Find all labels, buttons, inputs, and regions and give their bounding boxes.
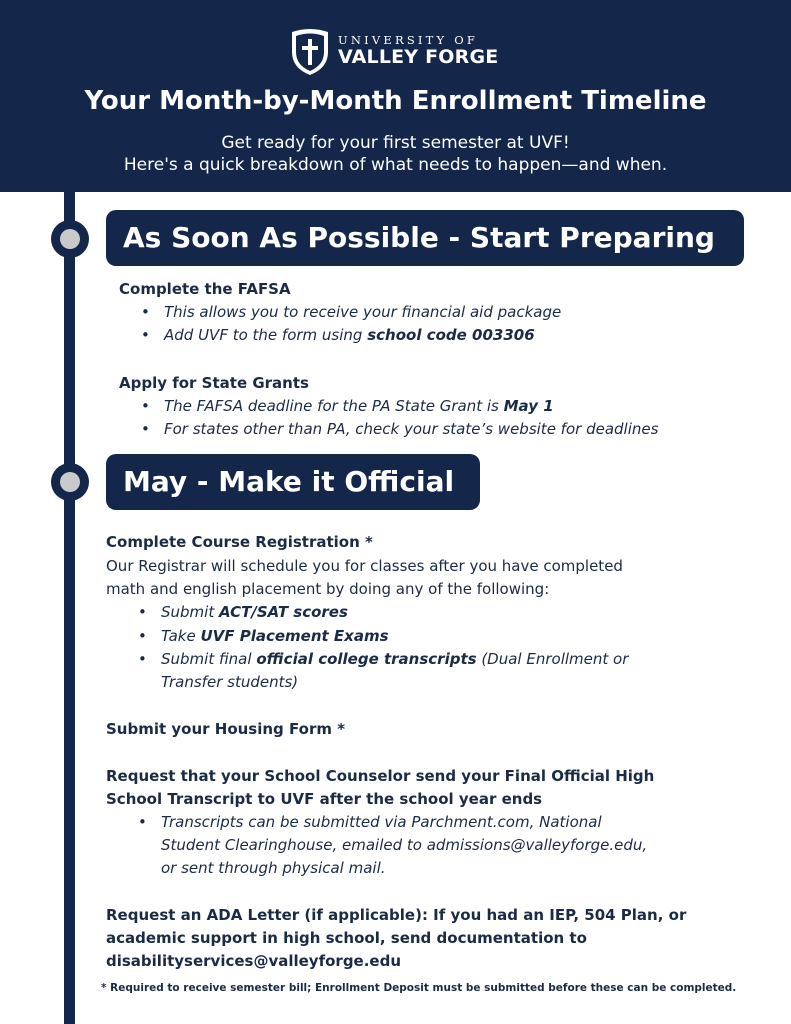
grants-bullet-1: • The FAFSA deadline for the PA State Grant is May 1 <box>141 397 554 415</box>
course-bullet-1: • Submit ACT/SAT scores <box>138 603 348 621</box>
ada-line-1: Request an ADA Letter (if applicable): If you had an IEP, 504 Plan, or <box>106 906 687 924</box>
shield-cross-icon <box>290 28 330 76</box>
grants-bullet-2: • For states other than PA, check your state’s website for deadlines <box>141 420 659 438</box>
subtitle-line-2: Here's a quick breakdown of what needs to happen—and when. <box>123 155 668 175</box>
fafsa-bullet-1: • This allows you to receive your financial aid package <box>141 303 562 321</box>
transcript-heading-line-1: Request that your School Counselor send your Final Official High <box>106 767 655 785</box>
timeline-line <box>64 192 75 1024</box>
header <box>0 0 791 192</box>
course-bullet-3: • Submit final official college transcripts (Dual Enrollment or <box>138 650 629 668</box>
ada-email[interactable]: disabilityservices@valleyforge.edu <box>106 952 402 970</box>
page-subtitle <box>0 132 791 176</box>
school-code: school code 003306 <box>367 326 535 344</box>
housing-heading: Submit your Housing Form * <box>106 720 346 738</box>
grants-heading: Apply for State Grants <box>119 374 309 392</box>
transcript-heading-line-2: School Transcript to UVF after the school year ends <box>106 790 543 808</box>
subtitle-line-1: Get ready for your first semester at UVF! <box>221 133 570 153</box>
transcript-bullet-line-1: • Transcripts can be submitted via Parchment.com, National <box>138 813 602 831</box>
transcript-bullet-line-3: or sent through physical mail. <box>161 859 386 877</box>
footnote: * Required to receive semester bill; Enrollment Deposit must be submitted before these can be completed. <box>101 982 737 994</box>
section-banner-asap: As Soon As Possible - Start Preparing <box>106 210 744 266</box>
logo-valley-forge: VALLEY FORGE <box>338 46 499 68</box>
fafsa-heading: Complete the FAFSA <box>119 280 291 298</box>
course-text-line-1: Our Registrar will schedule you for classes after you have completed <box>106 557 623 575</box>
university-logo[interactable] <box>290 28 510 76</box>
logo-university-of: UNIVERSITY OF <box>338 33 479 47</box>
ada-line-2: academic support in high school, send documentation to <box>106 929 587 947</box>
timeline-node-may <box>51 463 89 501</box>
fafsa-bullet-2: • Add UVF to the form using school code 003306 <box>141 326 535 344</box>
course-bullet-3-line-2: Transfer students) <box>161 673 299 691</box>
page-title: Your Month-by-Month Enrollment Timeline <box>84 86 707 116</box>
transcript-bullet-line-2: Student Clearinghouse, emailed to admissions@valleyforge.edu, <box>161 836 648 854</box>
course-heading: Complete Course Registration * <box>106 533 373 551</box>
course-bullet-2: • Take UVF Placement Exams <box>138 627 389 645</box>
course-text-line-2: math and english placement by doing any of the following: <box>106 580 550 598</box>
timeline-node-asap <box>51 220 89 258</box>
section-banner-may: May - Make it Official <box>106 454 480 510</box>
